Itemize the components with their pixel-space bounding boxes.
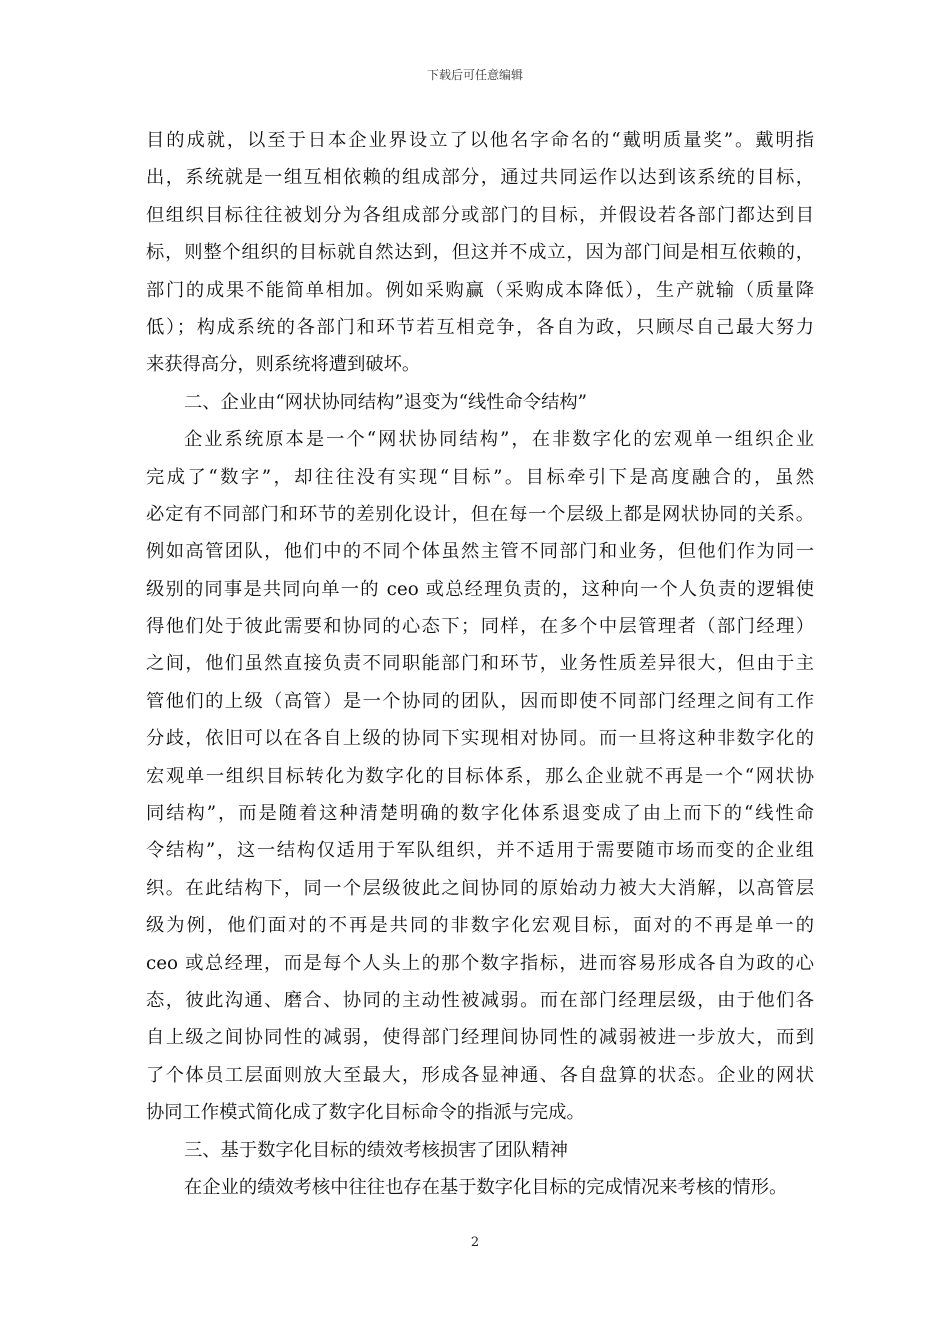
text-line: 目的成就，以至于日本企业界设立了以他名字命名的“戴明质量奖”。戴明指	[146, 130, 814, 151]
text-line: 管他们的上级（高管）是一个协同的团队，因而即使不同部门经理之间有工作	[146, 690, 814, 712]
text-line: 三、基于数字化目标的绩效考核损害了团队精神	[184, 1139, 568, 1161]
text-line: 标，则整个组织的目标就自然达到，但这并不成立，因为部门间是相互依赖的，	[146, 242, 814, 264]
text-line: 协同工作模式简化成了数字化目标命令的指派与完成。	[146, 1102, 585, 1124]
text-line: 二、企业由“网状协同结构”退变为“线性命令结构”	[184, 391, 588, 413]
text-line: 但组织目标往往被划分为各组成部分或部门的目标，并假设若各部门都达到目	[146, 204, 814, 226]
text-line: 令结构”，这一结构仅适用于军队组织，并不适用于需要随市场而变的企业组	[146, 840, 814, 862]
page-header: 下载后可任意编辑	[426, 68, 523, 82]
text-line: 部门的成果不能简单相加。例如采购赢（采购成本降低），生产就输（质量降	[146, 279, 814, 301]
text-line: 同结构”，而是随着这种清楚明确的数字化体系退变成了由上而下的“线性命	[146, 803, 814, 825]
page-number: 2	[470, 1235, 480, 1250]
text-line: 企业系统原本是一个“网状协同结构”，在非数字化的宏观单一组织企业	[184, 429, 814, 451]
text-line: 来获得高分，则系统将遭到破坏。	[146, 354, 421, 376]
text-line: 了个体员工层面则放大至最大，形成各显神通、各自盘算的状态。企业的网状	[146, 1064, 814, 1086]
text-line: 自上级之间协同性的减弱，使得部门经理间协同性的减弱被进一步放大，而到	[146, 1027, 814, 1049]
text-line: 级别的同事是共同向单一的 ceo 或总经理负责的，这种向一个人负责的逻辑使	[146, 578, 814, 600]
body-text	[146, 122, 814, 1206]
text-line: 得他们处于彼此需要和协同的心态下；同样，在多个中层管理者（部门经理）	[146, 616, 814, 638]
text-line: 宏观单一组织目标转化为数字化的目标体系，那么企业就不再是一个“网状协	[146, 765, 814, 787]
text-line: 出，系统就是一组互相依赖的组成部分，通过共同运作以达到该系统的目标，	[146, 167, 814, 189]
text-line: 低）；构成系统的各部门和环节若互相竞争，各自为政，只顾尽自己最大努力	[146, 316, 814, 338]
text-line: 在企业的绩效考核中往往也存在基于数字化目标的完成情况来考核的情形。	[184, 1176, 788, 1198]
text-line: 分歧，依旧可以在各自上级的协同下实现相对协同。而一旦将这种非数字化的	[146, 728, 814, 750]
text-line: ceo 或总经理，而是每个人头上的那个数字指标，进而容易形成各自为政的心	[146, 952, 814, 974]
text-line: 织。在此结构下，同一个层级彼此之间协同的原始动力被大大消解，以高管层	[146, 877, 814, 899]
text-line: 必定有不同部门和环节的差别化设计，但在每一个层级上都是网状协同的关系。	[146, 503, 814, 525]
text-line: 态，彼此沟通、磨合、协同的主动性被减弱。而在部门经理层级，由于他们各	[146, 989, 814, 1011]
text-line: 例如高管团队，他们中的不同个体虽然主管不同部门和业务，但他们作为同一	[146, 541, 814, 563]
text-line: 级为例，他们面对的不再是共同的非数字化宏观目标，面对的不再是单一的	[146, 915, 814, 937]
text-line: 之间，他们虽然直接负责不同职能部门和环节，业务性质差异很大，但由于主	[146, 653, 814, 675]
text-line: 完成了“数字”，却往往没有实现“目标”。目标牵引下是高度融合的，虽然	[146, 466, 814, 488]
